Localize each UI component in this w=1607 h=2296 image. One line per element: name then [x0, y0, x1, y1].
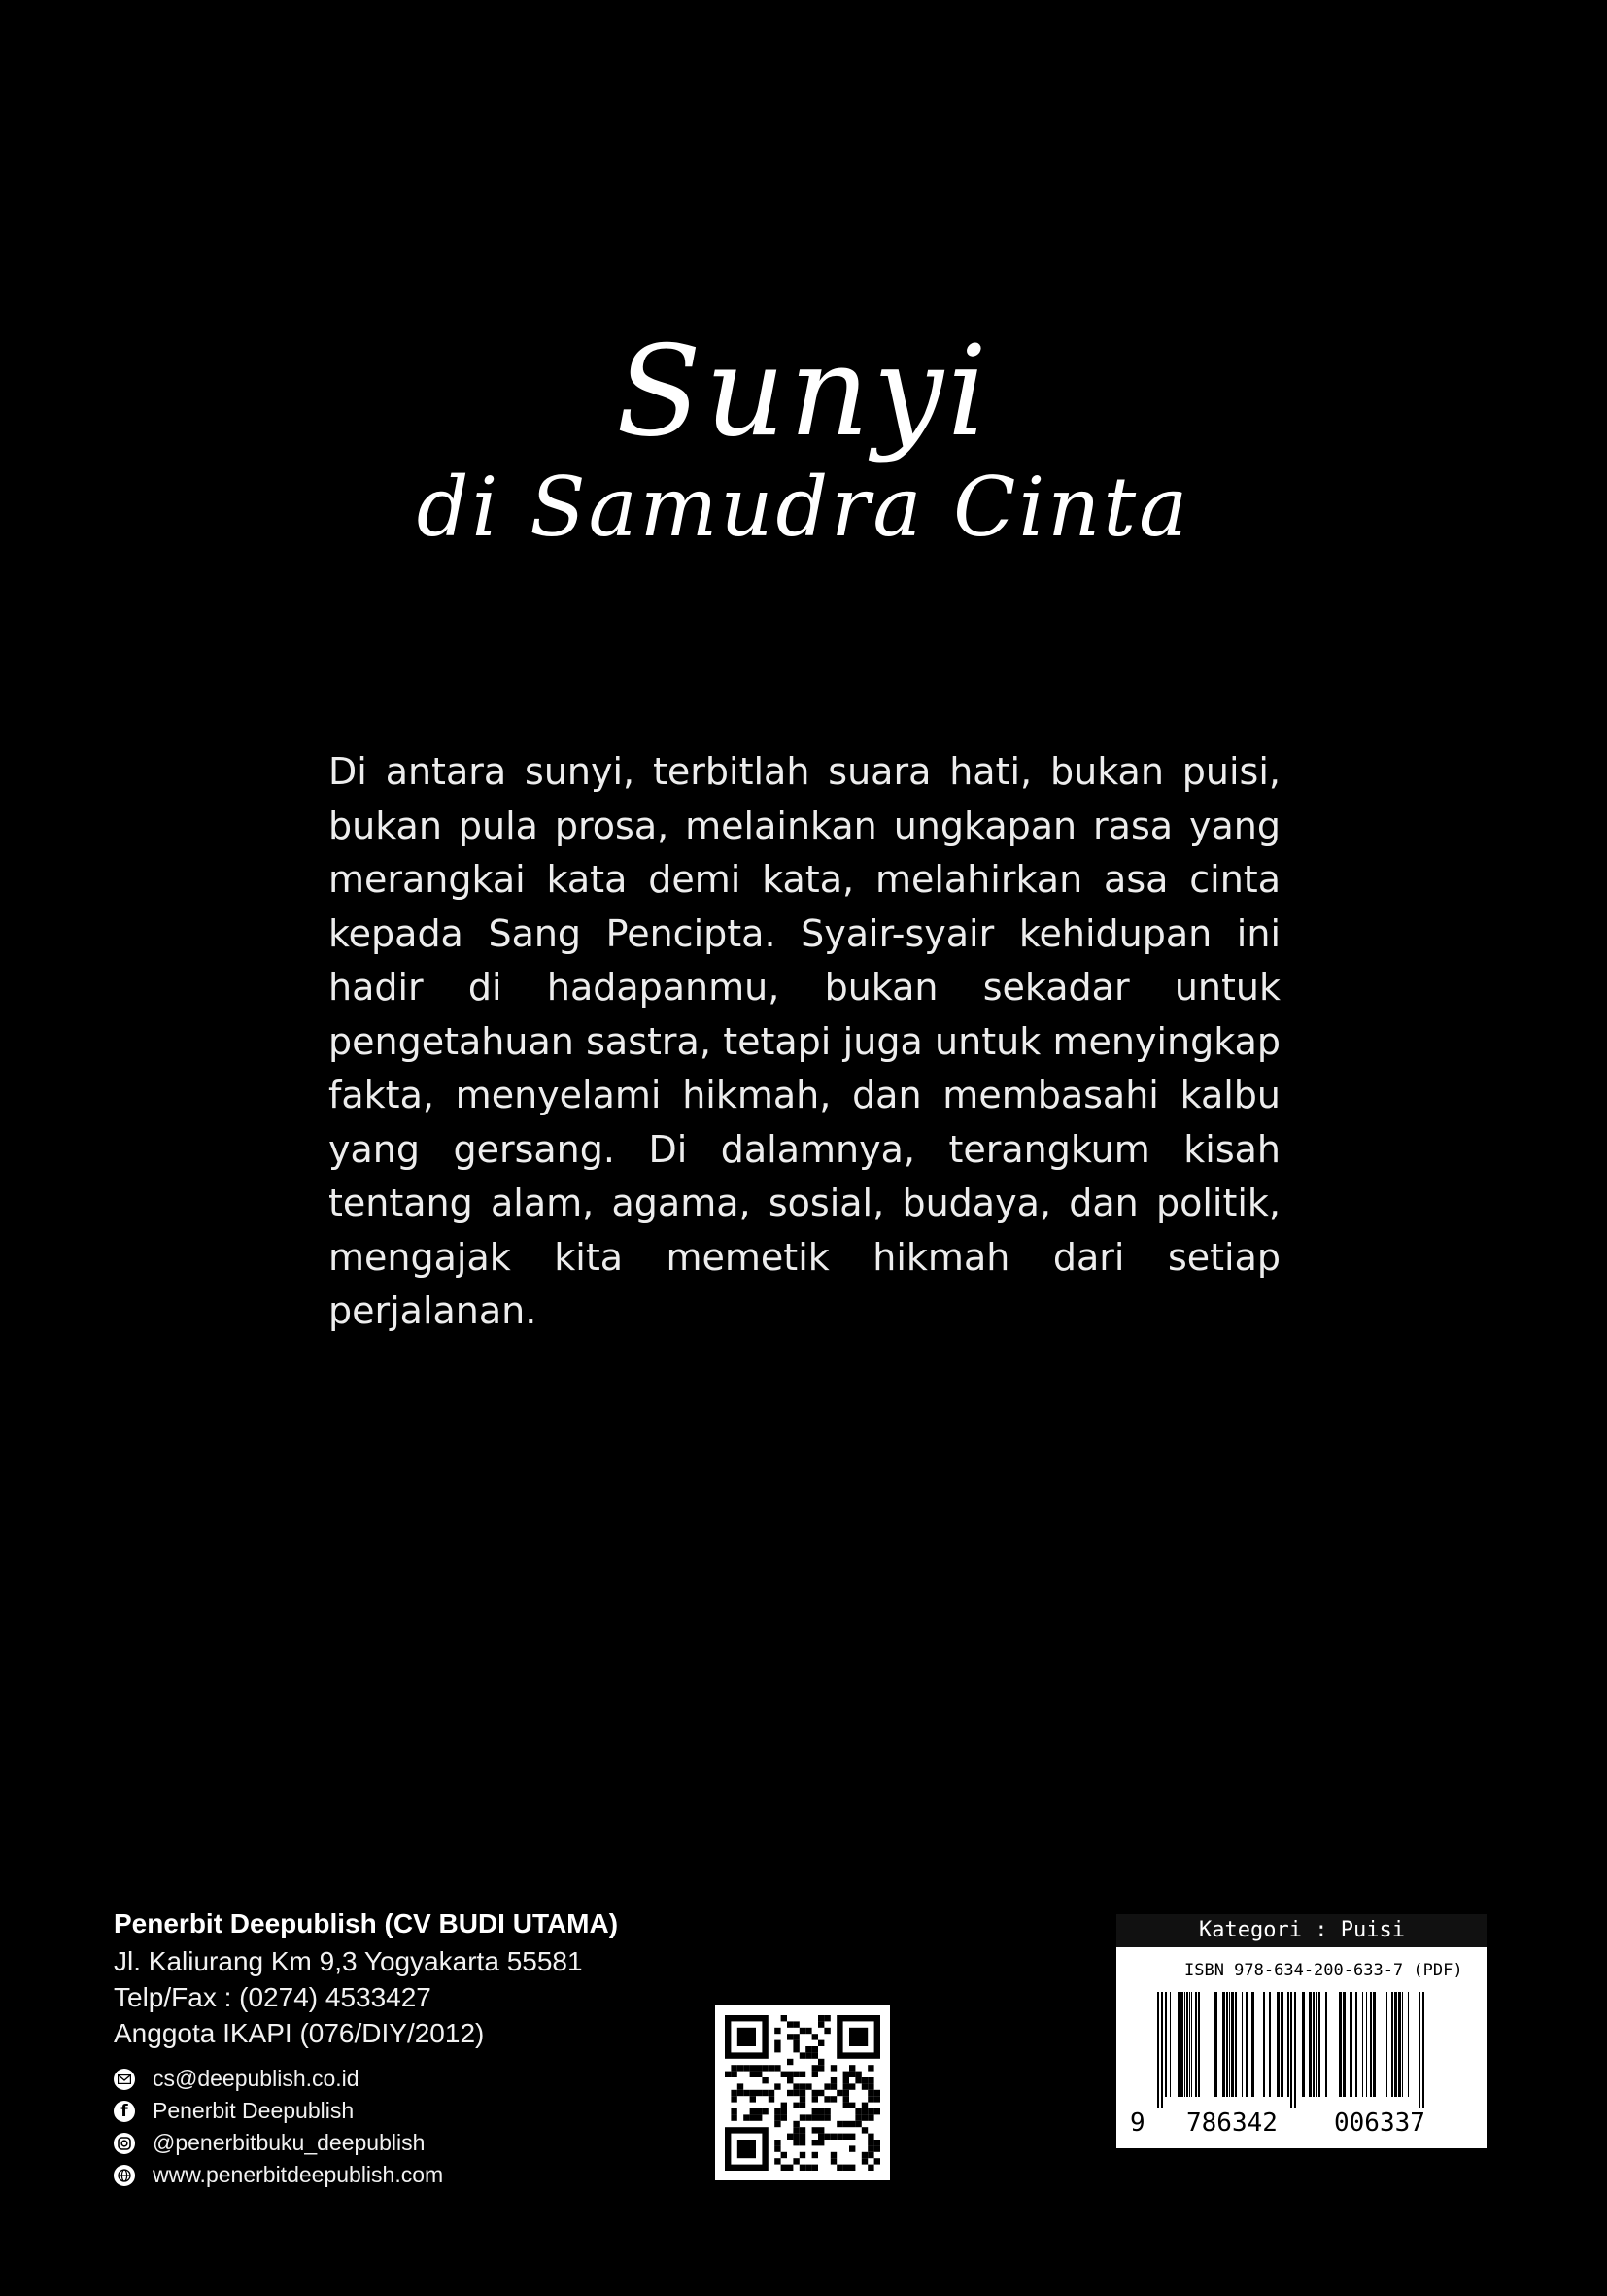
barcode-bars — [1138, 1992, 1468, 2108]
blurb-line: merangkai kata demi kata, melahirkan asa cinta — [328, 858, 1281, 901]
qr-code — [715, 2005, 890, 2180]
barcode-lead-digit: 9 — [1130, 2108, 1145, 2138]
contact-email-text: cs@deepublish.co.id — [153, 2066, 359, 2091]
blurb-line: hadir di hadapanmu, bukan sekadar untuk — [328, 966, 1281, 1009]
facebook-icon: f — [114, 2101, 135, 2122]
blurb-line: yang gersang. Di dalamnya, terangkum kisah — [328, 1127, 1281, 1171]
publisher-info — [114, 1904, 735, 2191]
publisher-contacts — [114, 2063, 735, 2191]
barcode-digits-left: 786342 — [1186, 2108, 1278, 2138]
isbn-text: ISBN 978-634-200-633-7 (PDF) — [1184, 1961, 1463, 1980]
publisher-phone: Telp/Fax : (0274) 4533427 — [114, 1982, 431, 2012]
title-subtitle: di Samudra Cinta — [416, 460, 1191, 555]
email-icon — [114, 2069, 135, 2090]
publisher-name: Penerbit Deepublish (CV BUDI UTAMA) — [114, 1908, 619, 1938]
globe-icon — [114, 2165, 135, 2186]
blurb-line: tentang alam, agama, sosial, budaya, dan politik, — [328, 1182, 1281, 1224]
contact-website-text: www.penerbitdeepublish.com — [153, 2162, 444, 2187]
publisher-membership: Anggota IKAPI (076/DIY/2012) — [114, 2018, 485, 2048]
contact-instagram-text: @penerbitbuku_deepublish — [153, 2130, 426, 2155]
category-label: Kategori : Puisi — [1116, 1914, 1487, 1947]
blurb-line: pengetahuan sastra, tetapi juga untuk menyingkap — [328, 1019, 1281, 1063]
back-cover-blurb — [328, 745, 1281, 1339]
blurb-line: kepada Sang Pencipta. Syair-syair kehidupan ini — [328, 911, 1281, 955]
contact-facebook-text: Penerbit Deepublish — [153, 2098, 355, 2123]
blurb-line: fakta, menyelami hikmah, dan membasahi kalbu — [328, 1074, 1281, 1116]
isbn-barcode-label — [1113, 1911, 1490, 2151]
contact-instagram[interactable] — [114, 2127, 735, 2159]
barcode-digits-right: 006337 — [1334, 2108, 1425, 2138]
contact-facebook[interactable] — [114, 2095, 735, 2127]
blurb-line: mengajak kita memetik hikmah dari setiap — [328, 1235, 1281, 1279]
publisher-address: Jl. Kaliurang Km 9,3 Yogyakarta 55581 — [114, 1946, 583, 1976]
contact-website[interactable] — [114, 2159, 735, 2191]
blurb-line: Di antara sunyi, terbitlah suara hati, bukan puisi, — [328, 750, 1281, 793]
instagram-icon — [114, 2133, 135, 2154]
contact-email[interactable] — [114, 2063, 735, 2095]
title-main: Sunyi — [616, 320, 991, 464]
blurb-line: perjalanan. — [328, 1289, 537, 1332]
blurb-line: bukan pula prosa, melainkan ungkapan rasa yang — [328, 804, 1281, 847]
